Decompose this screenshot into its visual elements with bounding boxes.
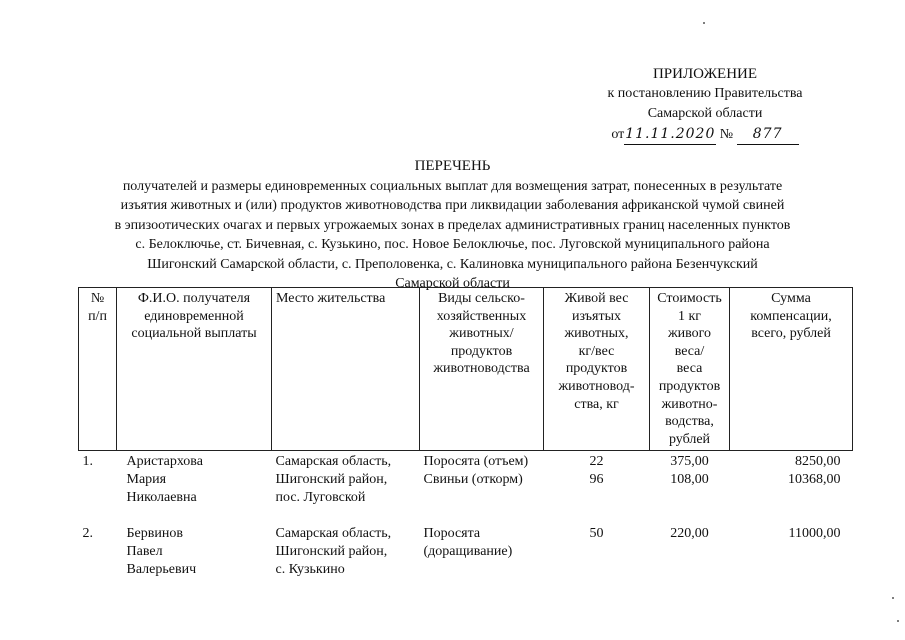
- animal-kind: Поросята (доращивание): [423, 526, 513, 560]
- header-cell-text: № п/п: [88, 291, 107, 324]
- title-line: в эпизоотических очагах и первых угрожаемых зонах в пределах административных границ населенных пунктов: [114, 217, 791, 233]
- title-line: Самарской области: [395, 276, 510, 291]
- appendix-title: ПРИЛОЖЕНИЕ: [652, 66, 758, 82]
- appendix-line-2: Самарской области: [647, 106, 763, 121]
- residence: Самарская область, Шигонский район, пос. Луговской: [275, 454, 392, 506]
- decree-number: 877: [737, 124, 799, 145]
- header-weight: [544, 288, 650, 451]
- appendix-line-1: к постановлению Правительства: [607, 86, 803, 101]
- price-per-kg: 375,00 108,00: [670, 454, 709, 488]
- header-cell-text: Виды сельско- хозяйственных животных/ продуктов животноводства: [433, 291, 530, 377]
- residence: Самарская область, Шигонский район, с. Кузькино: [275, 526, 392, 578]
- decree-date: 11.11.2020: [624, 124, 716, 145]
- row-number: 2.: [82, 526, 93, 542]
- scan-speck: [703, 22, 705, 24]
- weight-kg: 50: [589, 526, 604, 542]
- title-line: с. Белоключье, ст. Бичевная, с. Кузькино, пос. Новое Белоключье, пос. Луговской муниципального района: [135, 237, 770, 252]
- price-per-kg: 220,00: [670, 526, 709, 542]
- scan-speck: [897, 620, 899, 622]
- header-cell-text: Ф.И.О. получателя единовременной социальной выплаты: [131, 291, 257, 342]
- document-title-block: [80, 157, 825, 294]
- compensation-sum: 8250,00 10368,00: [788, 454, 841, 488]
- header-recipient: [117, 288, 272, 451]
- appendix-block: [560, 64, 850, 145]
- recipient-name: Бервинов Павел Валерьевич: [126, 526, 197, 578]
- table-header-row: [79, 288, 853, 451]
- header-number: [79, 288, 117, 451]
- header-cell-text: Сумма компенсации, всего, рублей: [750, 291, 832, 342]
- header-animal-kind: [420, 288, 544, 451]
- row-number: 1.: [82, 454, 93, 470]
- title-line: получателей и размеры единовременных социальных выплат для возмещения затрат, понесенных в результате: [122, 178, 783, 194]
- recipients-table: [78, 287, 853, 581]
- scan-speck: [892, 597, 894, 599]
- recipient-name: Аристархова Мария Николаевна: [126, 454, 203, 506]
- compensation-sum: 11000,00: [788, 526, 841, 542]
- table-row: [79, 451, 853, 510]
- table-row: [79, 523, 853, 581]
- header-cell-text: Стоимость 1 кг живого веса/ веса продуктов животно- водства, рублей: [657, 291, 722, 447]
- header-price: [650, 288, 730, 451]
- title-line: изъятия животных и (или) продуктов животноводства при ликвидации заболевания африканской чумой свиней: [120, 198, 785, 213]
- header-residence: [272, 288, 420, 451]
- weight-kg: 22 96: [589, 454, 604, 488]
- header-sum: [730, 288, 853, 451]
- title-line: Шигонский Самарской области, с. Преполовенка, с. Калиновка муниципального района Безенчукский: [147, 256, 758, 272]
- row-spacer: [79, 509, 853, 523]
- decree-number-sign: №: [719, 127, 734, 142]
- header-cell-text: Живой вес изъятых животных, кг/вес продуктов животновод- ства, кг: [558, 291, 635, 412]
- document-heading: ПЕРЕЧЕНЬ: [414, 158, 491, 174]
- decree-line: [560, 124, 850, 145]
- animal-kind: Поросята (отъем) Свиньи (откорм): [423, 454, 529, 488]
- decree-from-label: от: [611, 127, 625, 142]
- header-cell-text: Место жительства: [276, 291, 386, 306]
